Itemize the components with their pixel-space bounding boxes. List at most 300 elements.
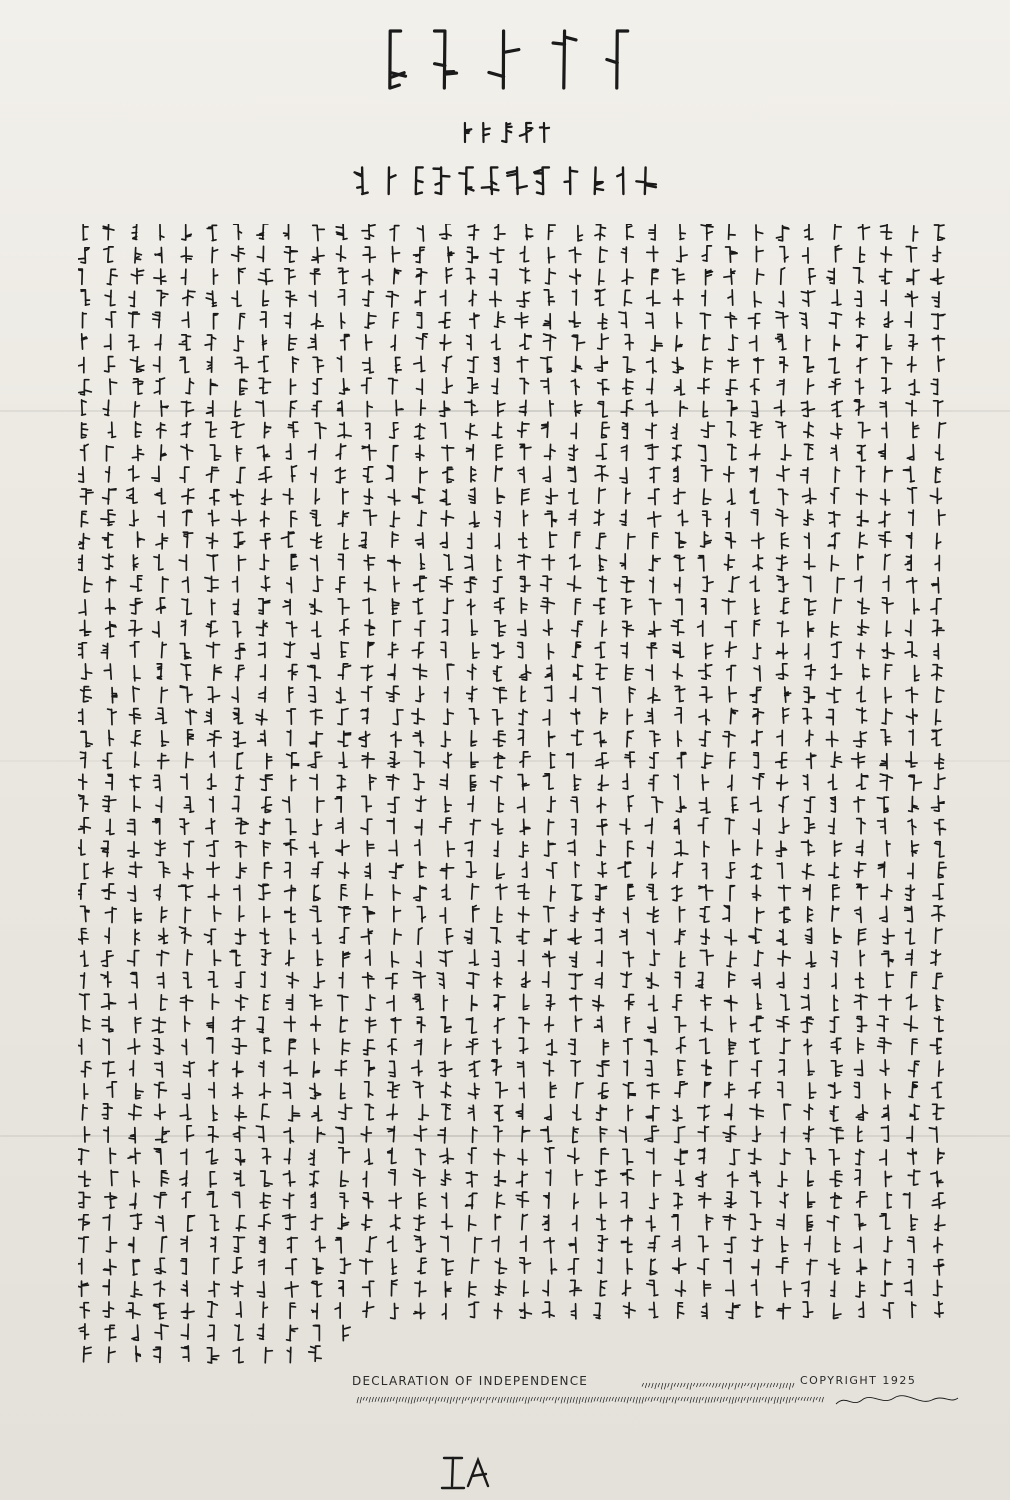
cipher-glyph xyxy=(133,379,143,394)
cipher-glyph xyxy=(757,840,762,855)
cipher-glyph xyxy=(109,730,114,745)
cipher-glyph xyxy=(78,1039,82,1054)
cipher-glyph xyxy=(732,798,738,813)
cipher-glyph xyxy=(750,1214,760,1229)
cipher-glyph xyxy=(181,1149,187,1164)
cipher-glyph xyxy=(108,709,117,725)
cipher-glyph xyxy=(857,511,868,526)
cipher-glyph xyxy=(831,752,841,767)
cipher-glyph xyxy=(494,841,498,856)
cipher-glyph xyxy=(81,444,89,460)
cipher-glyph xyxy=(673,642,684,657)
cipher-glyph xyxy=(834,598,841,613)
cipher-glyph xyxy=(214,314,218,329)
cipher-glyph xyxy=(133,1260,140,1275)
cipher-glyph xyxy=(905,291,917,306)
cipher-glyph xyxy=(700,950,713,965)
cipher-glyph xyxy=(103,796,116,811)
cipher-text-grid xyxy=(78,224,978,1374)
cipher-glyph xyxy=(231,1281,243,1296)
cipher-glyph xyxy=(232,246,245,261)
cipher-glyph xyxy=(312,622,321,637)
cipher-glyph xyxy=(311,1192,315,1207)
cipher-glyph xyxy=(412,643,423,658)
cipher-glyph xyxy=(934,1260,944,1275)
cipher-glyph xyxy=(233,1083,243,1098)
cipher-glyph xyxy=(156,1127,169,1142)
cipher-glyph xyxy=(595,1170,606,1185)
cipher-glyph xyxy=(541,378,549,393)
cipher-glyph xyxy=(698,1126,708,1141)
cipher-glyph xyxy=(776,422,786,438)
cipher-glyph xyxy=(105,1193,117,1208)
cipher-glyph xyxy=(674,466,678,481)
cipher-glyph xyxy=(571,1304,576,1319)
cipher-glyph xyxy=(414,247,425,262)
cipher-glyph xyxy=(439,401,449,416)
cipher-glyph xyxy=(103,1062,115,1077)
cipher-glyph xyxy=(568,1148,579,1163)
cipher-glyph xyxy=(78,467,83,482)
cipher-glyph xyxy=(493,731,505,746)
cipher-glyph xyxy=(239,268,246,283)
cipher-glyph xyxy=(130,642,139,657)
cipher-glyph xyxy=(156,708,167,723)
cipher-glyph xyxy=(394,906,401,921)
cipher-glyph xyxy=(835,841,842,856)
cipher-glyph xyxy=(776,509,788,526)
cipher-glyph xyxy=(236,819,248,834)
cipher-glyph xyxy=(700,1038,710,1053)
cipher-glyph xyxy=(236,1302,241,1317)
cipher-glyph xyxy=(908,1237,914,1252)
cipher-glyph xyxy=(601,1193,607,1208)
cipher-glyph xyxy=(264,423,270,438)
cipher-glyph xyxy=(107,446,114,461)
cipher-glyph xyxy=(394,929,401,944)
cipher-glyph xyxy=(257,1282,264,1297)
cipher-glyph xyxy=(234,532,245,547)
cipher-glyph xyxy=(81,687,92,702)
cipher-glyph xyxy=(361,1127,371,1142)
cipher-glyph xyxy=(155,1062,163,1077)
cipher-glyph xyxy=(780,1193,788,1208)
title-glyph-row xyxy=(0,28,1010,88)
cipher-glyph xyxy=(674,578,680,593)
cipher-glyph xyxy=(205,335,216,350)
cipher-glyph xyxy=(905,312,911,327)
cipher-glyph xyxy=(309,291,315,306)
cipher-glyph xyxy=(106,622,116,637)
cipher-glyph xyxy=(102,1017,113,1032)
cipher-glyph xyxy=(182,225,191,240)
cipher-glyph xyxy=(598,1083,608,1098)
cipher-glyph xyxy=(756,1302,763,1317)
cipher-glyph xyxy=(81,290,90,305)
cipher-glyph xyxy=(311,467,316,482)
cipher-glyph xyxy=(366,884,373,899)
cipher-glyph xyxy=(510,166,526,194)
cipher-glyph xyxy=(680,907,685,922)
cipher-glyph xyxy=(262,1149,270,1164)
cipher-glyph xyxy=(494,357,499,372)
cipher-glyph xyxy=(438,1128,445,1143)
cipher-glyph xyxy=(490,247,504,262)
cipher-glyph xyxy=(386,292,398,307)
cipher-glyph xyxy=(878,818,886,833)
cipher-glyph xyxy=(672,1236,679,1251)
cipher-glyph xyxy=(701,466,712,481)
cipher-glyph xyxy=(161,445,166,460)
cipher-glyph xyxy=(855,1215,866,1230)
cipher-glyph xyxy=(471,467,476,482)
cipher-glyph xyxy=(726,863,734,878)
cipher-glyph xyxy=(597,820,607,835)
cipher-glyph xyxy=(363,907,375,922)
cipher-glyph xyxy=(646,665,652,680)
cipher-glyph xyxy=(162,731,169,746)
cipher-glyph xyxy=(519,122,531,142)
cipher-glyph xyxy=(621,1170,634,1185)
cipher-glyph xyxy=(904,1016,917,1031)
cipher-glyph xyxy=(387,1127,394,1142)
cipher-glyph xyxy=(647,246,658,261)
cipher-glyph xyxy=(677,313,682,328)
cipher-glyph xyxy=(187,950,192,965)
cipher-glyph xyxy=(779,907,790,922)
cipher-glyph xyxy=(439,951,452,966)
cipher-glyph xyxy=(447,929,453,944)
cipher-glyph xyxy=(628,885,634,900)
cipher-glyph xyxy=(757,269,764,284)
cipher-glyph xyxy=(536,166,552,194)
cipher-glyph xyxy=(208,687,220,702)
cipher-glyph xyxy=(495,1215,500,1230)
cipher-glyph xyxy=(519,533,527,548)
cipher-glyph xyxy=(543,774,553,789)
cipher-glyph xyxy=(570,555,580,570)
cipher-glyph xyxy=(157,291,168,306)
cipher-glyph xyxy=(439,1061,452,1076)
cipher-glyph xyxy=(932,336,944,351)
cipher-glyph xyxy=(490,291,501,306)
cipher-glyph xyxy=(336,1127,343,1143)
cipher-glyph xyxy=(598,402,607,417)
cipher-glyph xyxy=(573,1216,577,1231)
cipher-glyph xyxy=(627,224,634,239)
cipher-glyph xyxy=(104,1127,108,1142)
cipher-glyph xyxy=(180,644,191,659)
handwritten-signature xyxy=(832,1392,962,1408)
cipher-glyph xyxy=(136,422,142,437)
cipher-glyph xyxy=(153,312,160,327)
cipher-glyph xyxy=(78,1215,89,1230)
cipher-glyph xyxy=(804,973,808,988)
cipher-glyph xyxy=(259,599,270,614)
cipher-glyph xyxy=(623,357,634,372)
cipher-glyph xyxy=(388,1082,400,1097)
cipher-glyph xyxy=(752,730,762,745)
cipher-glyph xyxy=(317,1127,324,1142)
cipher-glyph xyxy=(497,488,504,503)
cipher-glyph xyxy=(283,489,293,504)
cipher-glyph xyxy=(905,642,917,657)
cipher-glyph xyxy=(182,1084,189,1099)
cipher-glyph xyxy=(314,973,324,988)
cipher-glyph xyxy=(620,930,627,945)
cipher-glyph xyxy=(518,950,523,965)
cipher-glyph xyxy=(649,996,658,1011)
cipher-glyph xyxy=(856,312,864,327)
cipher-glyph xyxy=(777,555,788,570)
cipher-glyph xyxy=(804,818,814,833)
cipher-glyph xyxy=(179,555,186,570)
cipher-glyph xyxy=(458,166,474,194)
cipher-glyph xyxy=(288,422,298,437)
cipher-glyph xyxy=(647,885,657,900)
cipher-glyph xyxy=(518,1062,524,1077)
cipher-glyph xyxy=(526,224,533,239)
cipher-glyph xyxy=(675,708,681,723)
cipher-glyph xyxy=(183,510,192,525)
cipher-glyph xyxy=(572,885,582,900)
cipher-glyph xyxy=(906,950,913,965)
cipher-glyph xyxy=(102,951,114,966)
cipher-glyph xyxy=(671,620,683,635)
cipher-glyph xyxy=(475,1238,482,1253)
cipher-glyph xyxy=(595,225,605,240)
cipher-glyph xyxy=(263,335,267,350)
cipher-glyph xyxy=(837,578,844,593)
cipher-glyph xyxy=(293,357,299,372)
cipher-glyph xyxy=(859,533,867,548)
cipher-glyph xyxy=(132,445,143,460)
cipher-glyph xyxy=(392,532,398,547)
cipher-glyph xyxy=(236,775,244,790)
cipher-glyph xyxy=(313,1259,323,1274)
cipher-glyph xyxy=(932,314,945,329)
cipher-glyph xyxy=(469,1282,476,1297)
cipher-glyph xyxy=(387,686,400,701)
cipher-glyph xyxy=(344,534,348,549)
cipher-glyph xyxy=(575,401,582,416)
cipher-glyph xyxy=(131,1282,142,1297)
cipher-glyph xyxy=(390,423,398,438)
cipher-glyph xyxy=(614,166,630,194)
cipher-glyph xyxy=(935,445,943,460)
cipher-glyph xyxy=(79,1324,88,1339)
cipher-glyph xyxy=(808,1171,813,1186)
cipher-glyph xyxy=(104,334,110,349)
cipher-glyph xyxy=(544,1061,554,1076)
cipher-glyph xyxy=(678,510,687,525)
cipher-glyph xyxy=(259,642,265,657)
cipher-glyph xyxy=(857,819,865,834)
cipher-glyph xyxy=(309,687,316,702)
cipher-glyph xyxy=(84,1347,92,1362)
cipher-glyph xyxy=(214,906,221,921)
cipher-glyph xyxy=(281,532,294,547)
cipher-glyph xyxy=(365,1061,375,1076)
cipher-glyph xyxy=(179,335,190,350)
cipher-glyph xyxy=(413,995,423,1010)
cipher-glyph xyxy=(442,1259,453,1275)
cipher-glyph xyxy=(390,226,399,241)
cipher-glyph xyxy=(777,973,784,988)
cipher-glyph xyxy=(84,864,88,879)
cipher-glyph xyxy=(233,622,241,637)
cipher-glyph xyxy=(179,927,190,943)
cipher-glyph xyxy=(153,819,160,834)
cipher-glyph xyxy=(568,1259,578,1274)
cipher-glyph xyxy=(574,1194,578,1209)
cipher-glyph xyxy=(906,709,917,724)
cipher-glyph xyxy=(492,951,498,966)
cipher-glyph xyxy=(932,620,943,635)
cipher-glyph xyxy=(419,1105,429,1120)
cipher-glyph xyxy=(541,357,552,372)
cipher-glyph xyxy=(131,973,137,988)
cipher-glyph xyxy=(725,930,737,945)
cipher-glyph xyxy=(701,599,705,614)
cipher-glyph xyxy=(283,797,290,812)
cipher-glyph xyxy=(753,1126,761,1141)
cipher-glyph xyxy=(729,224,736,239)
cipher-glyph xyxy=(621,1215,632,1230)
cipher-glyph xyxy=(883,576,889,591)
cipher-glyph xyxy=(180,1171,187,1186)
cipher-glyph xyxy=(210,1215,218,1230)
cipher-glyph xyxy=(283,1193,293,1208)
cipher-glyph xyxy=(79,600,86,615)
cipher-glyph xyxy=(285,269,295,284)
cipher-glyph xyxy=(930,1039,941,1054)
cipher-glyph xyxy=(543,1280,548,1295)
cipher-glyph xyxy=(595,466,608,481)
cipher-glyph xyxy=(752,885,760,900)
cipher-glyph xyxy=(676,1170,684,1185)
cipher-glyph xyxy=(650,577,653,592)
cipher-glyph xyxy=(807,1260,817,1275)
cipher-glyph xyxy=(698,621,703,636)
cipher-glyph xyxy=(392,247,399,262)
cipher-glyph xyxy=(595,356,608,371)
cipher-glyph xyxy=(132,1325,138,1340)
cipher-glyph xyxy=(934,820,945,835)
cipher-glyph xyxy=(880,1060,889,1075)
cipher-glyph xyxy=(128,1039,140,1054)
cipher-glyph xyxy=(647,930,654,945)
cipher-glyph xyxy=(623,774,628,789)
cipher-glyph xyxy=(858,224,869,239)
cipher-glyph xyxy=(102,1104,112,1119)
cipher-glyph xyxy=(418,511,426,526)
cipher-glyph xyxy=(289,687,293,702)
cipher-glyph xyxy=(914,599,919,614)
cipher-glyph xyxy=(233,732,245,747)
cipher-glyph xyxy=(103,753,112,768)
cipher-glyph xyxy=(882,598,893,613)
cipher-glyph xyxy=(855,576,862,591)
cipher-glyph xyxy=(680,952,684,967)
cipher-glyph xyxy=(154,1304,167,1319)
cipher-glyph xyxy=(441,732,450,747)
cipher-glyph xyxy=(699,445,706,461)
cipher-glyph xyxy=(257,445,269,460)
cipher-glyph xyxy=(621,599,631,614)
cipher-glyph xyxy=(236,995,248,1010)
cipher-glyph xyxy=(493,710,503,725)
cipher-glyph xyxy=(567,753,573,768)
cipher-glyph xyxy=(388,490,400,505)
cipher-glyph xyxy=(78,248,89,263)
cipher-glyph xyxy=(776,664,787,679)
cipher-glyph xyxy=(256,1126,263,1141)
cipher-glyph xyxy=(857,687,865,702)
cipher-glyph xyxy=(858,423,869,438)
cipher-glyph xyxy=(752,1236,762,1251)
cipher-glyph xyxy=(522,1127,530,1142)
cipher-glyph xyxy=(547,863,557,878)
cipher-glyph xyxy=(856,840,863,855)
cipher-glyph xyxy=(778,1172,787,1187)
cipher-glyph xyxy=(413,731,423,746)
cipher-glyph xyxy=(311,314,323,329)
cipher-glyph xyxy=(129,1237,134,1252)
cipher-glyph xyxy=(342,1039,350,1054)
cipher-glyph xyxy=(105,907,116,922)
cipher-glyph xyxy=(724,269,735,284)
cipher-glyph xyxy=(545,511,557,526)
cipher-glyph xyxy=(441,642,446,657)
cipher-glyph xyxy=(548,644,553,659)
cipher-glyph xyxy=(520,334,531,349)
cipher-glyph xyxy=(933,1104,944,1119)
cipher-glyph xyxy=(520,444,531,459)
cipher-glyph xyxy=(621,445,626,460)
cipher-glyph xyxy=(495,224,505,239)
cipher-glyph xyxy=(104,247,113,262)
cipher-glyph xyxy=(361,929,372,944)
cipher-glyph xyxy=(130,599,142,614)
cipher-glyph xyxy=(678,1303,684,1318)
cipher-glyph xyxy=(570,996,582,1011)
cipher-glyph xyxy=(82,334,87,349)
cipher-glyph xyxy=(803,885,810,900)
cipher-glyph xyxy=(546,995,554,1010)
cipher-glyph xyxy=(706,1215,712,1230)
cipher-glyph xyxy=(442,445,454,460)
cipher-glyph xyxy=(183,973,191,988)
cipher-glyph xyxy=(779,291,783,306)
cipher-glyph xyxy=(578,226,583,241)
cipher-glyph xyxy=(135,248,141,263)
cipher-glyph xyxy=(465,400,478,415)
cipher-glyph xyxy=(777,863,782,878)
cipher-glyph xyxy=(262,1104,269,1119)
cipher-glyph xyxy=(880,1150,886,1165)
cipher-glyph xyxy=(78,555,82,570)
cipher-glyph xyxy=(492,819,503,834)
cipher-glyph xyxy=(827,687,841,702)
cipher-glyph xyxy=(308,334,316,349)
cipher-glyph xyxy=(236,863,246,878)
cipher-glyph xyxy=(545,269,555,284)
cipher-glyph xyxy=(593,907,604,922)
cipher-glyph xyxy=(365,950,370,965)
cipher-glyph xyxy=(672,886,682,901)
cipher-glyph xyxy=(441,1236,448,1251)
